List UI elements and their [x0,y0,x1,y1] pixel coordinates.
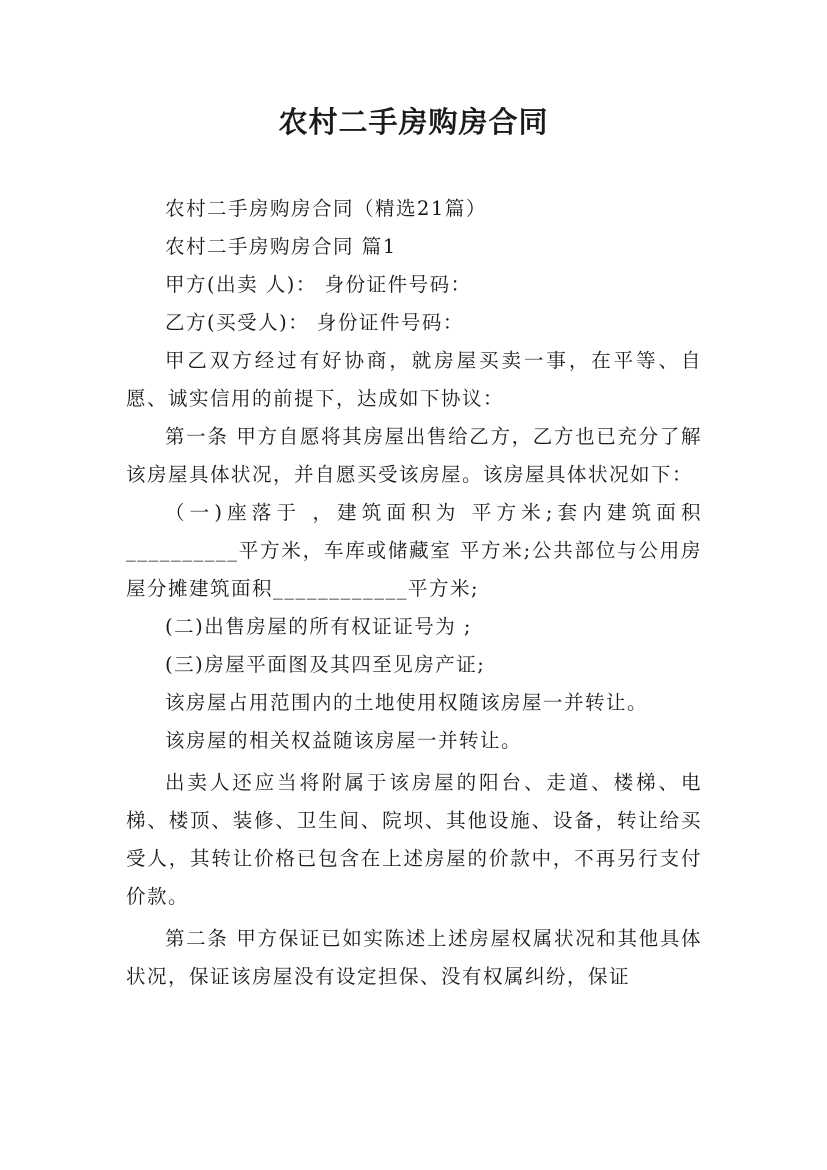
paragraph-article-2: 第二条 甲方保证已如实陈述上述房屋权属状况和其他具体状况，保证该房屋没有设定担保、没有权属纠纷，保证 [126,927,702,988]
paragraph-item-2: (二)出售房屋的所有权证证号为 ; [165,615,472,638]
paragraph-item-1: （一)座落于 ，建筑面积为 平方米;套内建筑面积__________平方米，车库或储藏室 平方米;公共部位与公用房屋分摊建筑面积____________平方米; [126,501,702,600]
paragraph-item-3: (三)房屋平面图及其四至见房产证; [165,653,486,676]
document-body [126,190,702,996]
paragraph-fixtures: 出卖人还应当将附属于该房屋的阳台、走道、楼梯、电梯、楼顶、装修、卫生间、院坝、其他设施、设备，转让给买受人，其转让价格已包含在上述房屋的价款中，不再另行支付价款。 [126,771,702,908]
paragraph-subtitle: 农村二手房购房合同（精选21篇） [165,197,487,220]
paragraph-preamble: 甲乙双方经过有好协商，就房屋买卖一事，在平等、自愿、诚实信用的前提下，达成如下协议： [126,349,702,410]
paragraph-section-heading: 农村二手房购房合同 篇1 [165,235,397,258]
document-title: 农村二手房购房合同 [278,105,549,139]
paragraph-rights: 该房屋的相关权益随该房屋一并转让。 [165,729,523,752]
paragraph-party-b: 乙方(买受人)： 身份证件号码： [165,311,464,334]
paragraph-article-1: 第一条 甲方自愿将其房屋出售给乙方，乙方也已充分了解该房屋具体状况，并自愿买受该房屋。该房屋具体状况如下： [126,425,702,486]
paragraph-party-a: 甲方(出卖 人)： 身份证件号码： [165,273,472,296]
paragraph-land-use: 该房屋占用范围内的土地使用权随该房屋一并转让。 [165,691,649,714]
